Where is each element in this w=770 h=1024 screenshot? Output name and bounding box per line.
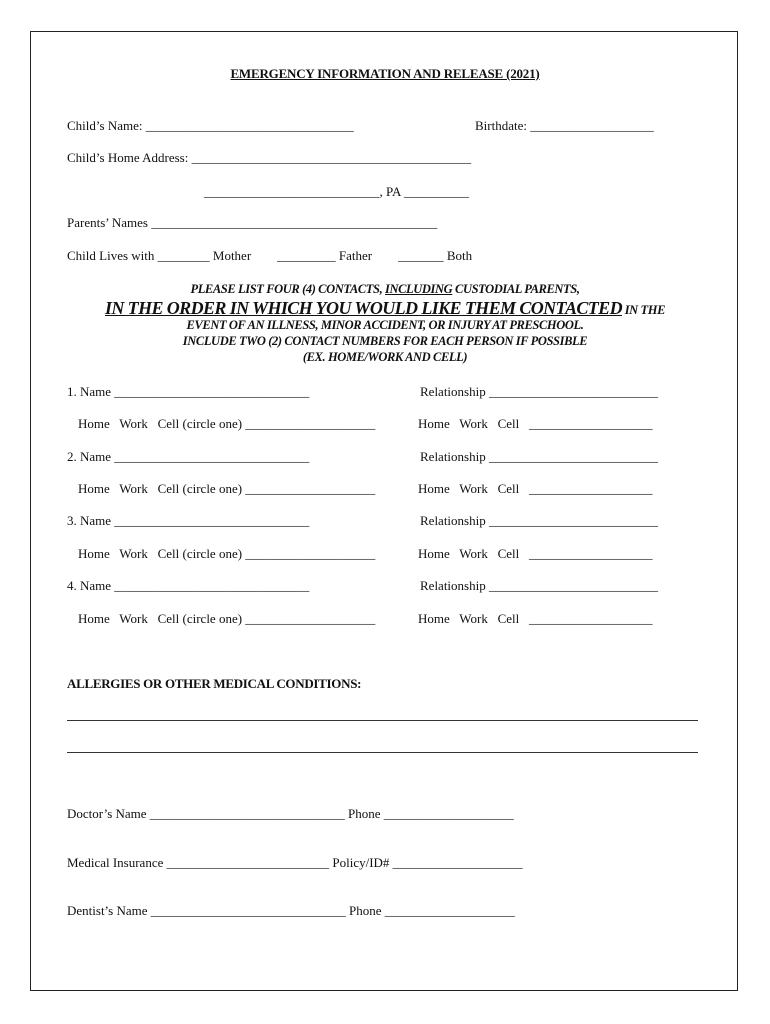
parents-names-field[interactable]: Parents’ Names ____________________________________________ bbox=[67, 215, 438, 230]
contact-1-name-field[interactable]: 1. Name ______________________________ bbox=[67, 384, 310, 399]
contact-2-phone-a-field[interactable]: Home Work Cell (circle one) ____________________ bbox=[78, 481, 376, 496]
notice-line-4: INCLUDE TWO (2) CONTACT NUMBERS FOR EACH PERSON IF POSSIBLE bbox=[182, 334, 588, 348]
notice-line-5: (EX. HOME/WORK AND CELL) bbox=[302, 350, 468, 364]
allergies-line-2[interactable] bbox=[67, 752, 698, 753]
notice-line-3: EVENT OF AN ILLNESS, MINOR ACCIDENT, OR INJURY AT PRESCHOOL. bbox=[186, 318, 584, 332]
contact-4-name-field[interactable]: 4. Name ______________________________ bbox=[67, 578, 310, 593]
contact-2-name-field[interactable]: 2. Name ______________________________ bbox=[67, 449, 310, 464]
notice-line-2: IN THE ORDER IN WHICH YOU WOULD LIKE THEM CONTACTED IN THE bbox=[104, 298, 666, 318]
contact-2-relationship-field[interactable]: Relationship __________________________ bbox=[420, 449, 658, 464]
contact-3-name-field[interactable]: 3. Name ______________________________ bbox=[67, 513, 310, 528]
contact-4-relationship-field[interactable]: Relationship __________________________ bbox=[420, 578, 658, 593]
contact-3-relationship-field[interactable]: Relationship __________________________ bbox=[420, 513, 658, 528]
contact-3-phone-a-field[interactable]: Home Work Cell (circle one) ____________________ bbox=[78, 546, 376, 561]
dentist-field[interactable]: Dentist’s Name ______________________________ Phone ____________________ bbox=[67, 903, 515, 918]
contact-4-phone-a-field[interactable]: Home Work Cell (circle one) ____________________ bbox=[78, 611, 376, 626]
birthdate-field[interactable]: Birthdate: ___________________ bbox=[475, 118, 654, 133]
child-name-field[interactable]: Child’s Name: ________________________________ bbox=[67, 118, 354, 133]
contact-2-phone-b-field[interactable]: Home Work Cell ___________________ bbox=[418, 481, 653, 496]
home-address-field[interactable]: Child’s Home Address: ___________________________________________ bbox=[67, 150, 472, 165]
contact-1-phone-b-field[interactable]: Home Work Cell ___________________ bbox=[418, 416, 653, 431]
contact-1-phone-a-field[interactable]: Home Work Cell (circle one) ____________________ bbox=[78, 416, 376, 431]
contact-4-phone-b-field[interactable]: Home Work Cell ___________________ bbox=[418, 611, 653, 626]
allergies-line-1[interactable] bbox=[67, 720, 698, 721]
doctor-field[interactable]: Doctor’s Name ______________________________ Phone ____________________ bbox=[67, 806, 514, 821]
notice-line-1: PLEASE LIST FOUR (4) CONTACTS, INCLUDING CUSTODIAL PARENTS, bbox=[190, 282, 580, 296]
city-state-field[interactable]: ___________________________, PA __________ bbox=[204, 184, 469, 199]
contact-1-relationship-field[interactable]: Relationship __________________________ bbox=[420, 384, 658, 399]
medical-insurance-field[interactable]: Medical Insurance _________________________ Policy/ID# ____________________ bbox=[67, 855, 523, 870]
page-border bbox=[30, 31, 738, 991]
contact-3-phone-b-field[interactable]: Home Work Cell ___________________ bbox=[418, 546, 653, 561]
form-title: EMERGENCY INFORMATION AND RELEASE (2021) bbox=[230, 66, 540, 81]
allergies-heading: ALLERGIES OR OTHER MEDICAL CONDITIONS: bbox=[67, 676, 362, 691]
child-lives-with-field[interactable]: Child Lives with ________ Mother _________ Father _______ Both bbox=[67, 248, 473, 263]
